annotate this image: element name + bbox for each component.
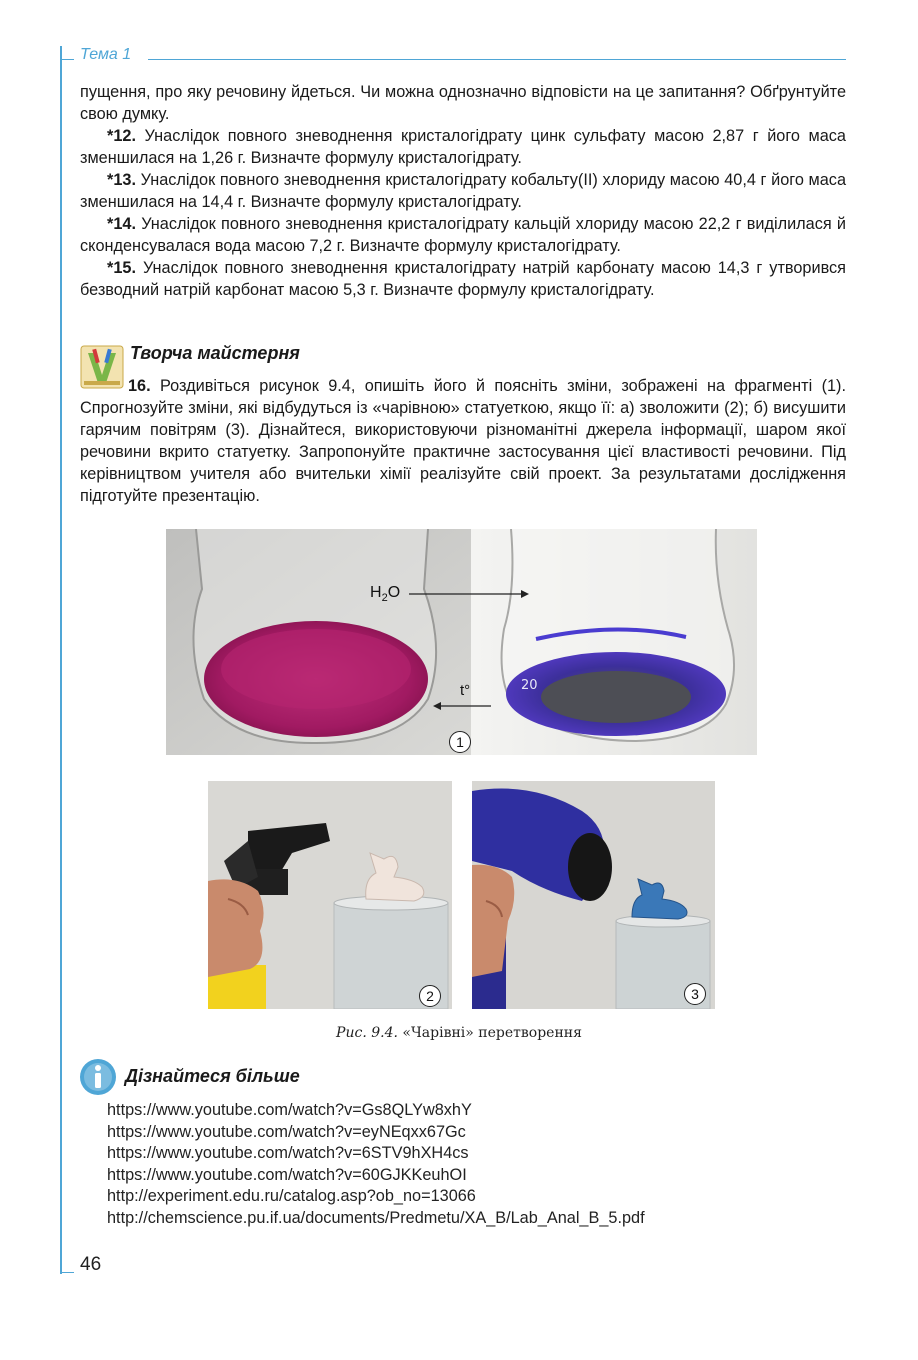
exercise-15 [80, 257, 846, 301]
exercise-number: *14. [107, 215, 136, 233]
task-text: Роздивіться рисунок 9.4, опишіть його й поясніть зміни, зображені на фрагменті (1). Спрогнозуйте зміни, які відбудуться із «чарівною» статуеткою, якщо її: а) зволожити (2); б) висушити гарячим повітрям (3). Дізнайтеся, використовуючи різноманітні джерела інформації, шаром якої речовини вкрито статуетку. Запропонуйте практичне застосування цієї властивості речовини. Під керівництвом учителя або вчительки хімії реалізуйте свій проект. За результатами дослідження підготуйте презентацію. [80, 377, 846, 505]
page-number: 46 [80, 1254, 102, 1275]
footer-tick [60, 1272, 74, 1273]
exercise-13 [80, 169, 846, 213]
fragment-badge-3: 3 [684, 983, 706, 1005]
exercise-number: *15. [107, 259, 136, 277]
exercise-number: *13. [107, 171, 136, 189]
info-icon [79, 1058, 117, 1096]
margin-rule [60, 46, 62, 1274]
figure-caption [0, 1025, 918, 1041]
link-item[interactable]: https://www.youtube.com/watch?v=6STV9hXH4cs [107, 1144, 469, 1163]
h2o-label: $H_2O$ [370, 584, 401, 605]
workshop-title: Творча майстерня [130, 343, 300, 363]
flask-graduation: 20 [521, 678, 538, 693]
link-item[interactable]: http://chemscience.pu.if.ua/documents/Predmetu/XA_B/Lab_Anal_B_5.pdf [107, 1208, 645, 1227]
workshop-task [80, 375, 846, 507]
header-line [148, 59, 846, 60]
task-number: 16. [128, 377, 151, 395]
link-item[interactable]: https://www.youtube.com/watch?v=Gs8QLYw8xhY [107, 1101, 472, 1119]
link-item[interactable]: http://experiment.edu.ru/catalog.asp?ob_no=13066 [107, 1187, 476, 1206]
links-list [107, 1100, 645, 1230]
link-item[interactable]: https://www.youtube.com/watch?v=60GJKKeuhOI [107, 1165, 467, 1184]
learn-more-title: Дізнайтеся більше [125, 1066, 300, 1086]
link-item[interactable]: https://www.youtube.com/watch?v=eyNEqxx67Gc [107, 1122, 466, 1141]
fragment-badge-2: 2 [419, 985, 441, 1007]
caption-text: «Чарівні» перетворення [397, 1025, 582, 1041]
caption-prefix: Рис. 9.4. [336, 1025, 398, 1041]
photo-sprayer [208, 781, 452, 1009]
exercise-text: Унаслідок повного зневоднення кристалогідрату кальцій хлориду масою 22,2 г виділилася й сконденсувалася вода масою 7,2 г. Визначте формулу кристалогідрату. [80, 215, 846, 255]
fragment-badge-1: 1 [449, 731, 471, 753]
photo-flasks [166, 529, 757, 755]
topic-label: Тема 1 [80, 46, 132, 63]
exercise-text: Унаслідок повного зневоднення кристалогідрату цинк сульфату масою 2,87 г його маса зменшилася на 1,26 г. Визначте формулу кристалогідрату. [80, 127, 846, 167]
exercise-14 [80, 213, 846, 257]
exercises-block [80, 81, 846, 301]
exercise-12 [80, 125, 846, 169]
photo-hairdryer [472, 781, 715, 1009]
paragraph-continuation: пущення, про яку речовину йдеться. Чи можна однозначно відповісти на це запитання? Обґрунтуйте свою думку. [80, 83, 846, 123]
temperature-label: t° [460, 682, 471, 699]
exercise-text: Унаслідок повного зневоднення кристалогідрату натрій карбонату масою 14,3 г утворився безводний натрій карбонат масою 5,3 г. Визначте формулу кристалогідрату. [80, 259, 846, 299]
exercise-number: *12. [107, 127, 136, 145]
header-tick [60, 59, 74, 60]
exercise-text: Унаслідок повного зневоднення кристалогідрату кобальту(ІІ) хлориду масою 40,4 г його маса зменшилася на 14,4 г. Визначте формулу кристалогідрату. [80, 171, 846, 211]
